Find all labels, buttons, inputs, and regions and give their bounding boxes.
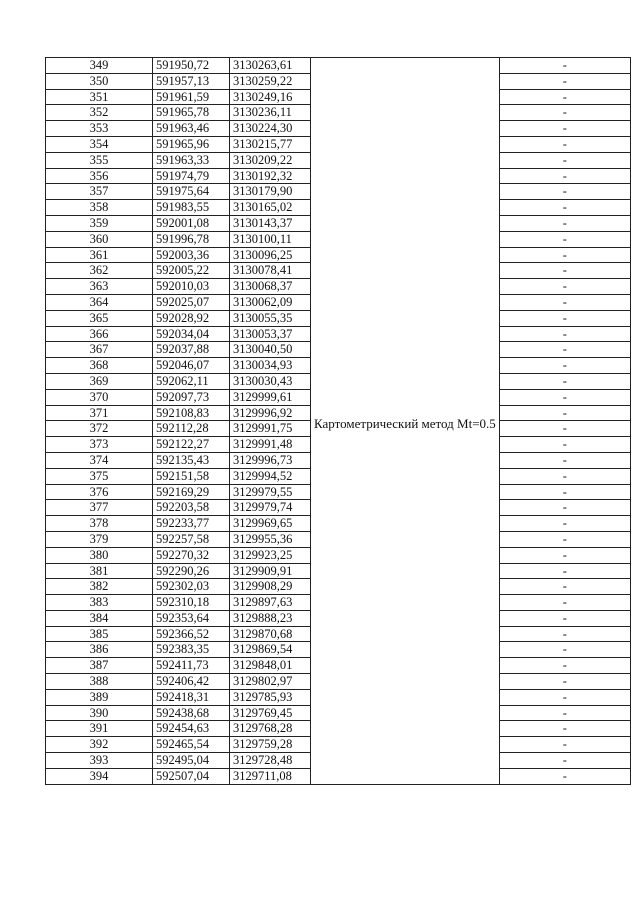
note-cell: -: [499, 595, 630, 611]
point-number-cell: 384: [46, 610, 153, 626]
point-number-cell: 352: [46, 105, 153, 121]
x-coordinate-cell: 592203,58: [153, 500, 230, 516]
x-coordinate-cell: 592310,18: [153, 595, 230, 611]
y-coordinate-cell: 3130215,77: [230, 136, 311, 152]
note-cell: -: [499, 215, 630, 231]
x-coordinate-cell: 592233,77: [153, 516, 230, 532]
y-coordinate-cell: 3129909,91: [230, 563, 311, 579]
point-number-cell: 367: [46, 342, 153, 358]
point-number-cell: 354: [46, 136, 153, 152]
x-coordinate-cell: 591983,55: [153, 200, 230, 216]
coordinates-table-body: [46, 58, 631, 785]
y-coordinate-cell: 3129711,08: [230, 768, 311, 784]
point-number-cell: 355: [46, 152, 153, 168]
y-coordinate-cell: 3130143,37: [230, 215, 311, 231]
x-coordinate-cell: 592010,03: [153, 279, 230, 295]
point-number-cell: 359: [46, 215, 153, 231]
note-cell: -: [499, 310, 630, 326]
x-coordinate-cell: 592062,11: [153, 373, 230, 389]
point-number-cell: 371: [46, 405, 153, 421]
y-coordinate-cell: 3130192,32: [230, 168, 311, 184]
y-coordinate-cell: 3130209,22: [230, 152, 311, 168]
note-cell: -: [499, 152, 630, 168]
note-cell: -: [499, 437, 630, 453]
point-number-cell: 389: [46, 689, 153, 705]
note-cell: -: [499, 136, 630, 152]
x-coordinate-cell: 591950,72: [153, 58, 230, 74]
x-coordinate-cell: 591961,59: [153, 89, 230, 105]
point-number-cell: 363: [46, 279, 153, 295]
note-cell: -: [499, 247, 630, 263]
point-number-cell: 382: [46, 579, 153, 595]
y-coordinate-cell: 3130263,61: [230, 58, 311, 74]
point-number-cell: 351: [46, 89, 153, 105]
note-cell: -: [499, 531, 630, 547]
y-coordinate-cell: 3129870,68: [230, 626, 311, 642]
note-cell: -: [499, 689, 630, 705]
x-coordinate-cell: 592418,31: [153, 689, 230, 705]
x-coordinate-cell: 591957,13: [153, 73, 230, 89]
x-coordinate-cell: 592406,42: [153, 674, 230, 690]
x-coordinate-cell: 592108,83: [153, 405, 230, 421]
point-number-cell: 361: [46, 247, 153, 263]
table-row: [46, 58, 631, 74]
y-coordinate-cell: 3129908,29: [230, 579, 311, 595]
y-coordinate-cell: 3129923,25: [230, 547, 311, 563]
note-cell: -: [499, 674, 630, 690]
point-number-cell: 373: [46, 437, 153, 453]
note-cell: -: [499, 737, 630, 753]
point-number-cell: 374: [46, 452, 153, 468]
note-cell: -: [499, 452, 630, 468]
note-cell: -: [499, 200, 630, 216]
x-coordinate-cell: 592003,36: [153, 247, 230, 263]
note-cell: -: [499, 342, 630, 358]
x-coordinate-cell: 592495,04: [153, 753, 230, 769]
x-coordinate-cell: 592028,92: [153, 310, 230, 326]
note-cell: -: [499, 658, 630, 674]
x-coordinate-cell: 592290,26: [153, 563, 230, 579]
y-coordinate-cell: 3129991,48: [230, 437, 311, 453]
x-coordinate-cell: 592112,28: [153, 421, 230, 437]
x-coordinate-cell: 592465,54: [153, 737, 230, 753]
y-coordinate-cell: 3130179,90: [230, 184, 311, 200]
x-coordinate-cell: 592005,22: [153, 263, 230, 279]
point-number-cell: 381: [46, 563, 153, 579]
y-coordinate-cell: 3129999,61: [230, 389, 311, 405]
y-coordinate-cell: 3129768,28: [230, 721, 311, 737]
note-cell: -: [499, 753, 630, 769]
x-coordinate-cell: 592257,58: [153, 531, 230, 547]
note-cell: -: [499, 500, 630, 516]
note-cell: -: [499, 58, 630, 74]
y-coordinate-cell: 3129979,55: [230, 484, 311, 500]
point-number-cell: 390: [46, 705, 153, 721]
note-cell: -: [499, 231, 630, 247]
x-coordinate-cell: 592353,64: [153, 610, 230, 626]
point-number-cell: 356: [46, 168, 153, 184]
y-coordinate-cell: 3130165,02: [230, 200, 311, 216]
point-number-cell: 385: [46, 626, 153, 642]
y-coordinate-cell: 3129759,28: [230, 737, 311, 753]
note-cell: -: [499, 121, 630, 137]
y-coordinate-cell: 3130236,11: [230, 105, 311, 121]
y-coordinate-cell: 3129897,63: [230, 595, 311, 611]
note-cell: -: [499, 73, 630, 89]
x-coordinate-cell: 592037,88: [153, 342, 230, 358]
x-coordinate-cell: 592366,52: [153, 626, 230, 642]
y-coordinate-cell: 3130224,30: [230, 121, 311, 137]
y-coordinate-cell: 3130055,35: [230, 310, 311, 326]
point-number-cell: 358: [46, 200, 153, 216]
point-number-cell: 365: [46, 310, 153, 326]
note-cell: -: [499, 326, 630, 342]
x-coordinate-cell: 592122,27: [153, 437, 230, 453]
x-coordinate-cell: 592046,07: [153, 358, 230, 374]
note-cell: -: [499, 768, 630, 784]
point-number-cell: 360: [46, 231, 153, 247]
y-coordinate-cell: 3130249,16: [230, 89, 311, 105]
point-number-cell: 353: [46, 121, 153, 137]
y-coordinate-cell: 3129991,75: [230, 421, 311, 437]
y-coordinate-cell: 3129769,45: [230, 705, 311, 721]
note-cell: -: [499, 516, 630, 532]
x-coordinate-cell: 592438,68: [153, 705, 230, 721]
point-number-cell: 379: [46, 531, 153, 547]
note-cell: -: [499, 547, 630, 563]
note-cell: -: [499, 279, 630, 295]
note-cell: -: [499, 705, 630, 721]
x-coordinate-cell: 592097,73: [153, 389, 230, 405]
y-coordinate-cell: 3130034,93: [230, 358, 311, 374]
point-number-cell: 376: [46, 484, 153, 500]
point-number-cell: 364: [46, 294, 153, 310]
note-cell: -: [499, 105, 630, 121]
y-coordinate-cell: 3129869,54: [230, 642, 311, 658]
note-cell: -: [499, 610, 630, 626]
note-cell: -: [499, 294, 630, 310]
point-number-cell: 386: [46, 642, 153, 658]
y-coordinate-cell: 3129969,65: [230, 516, 311, 532]
point-number-cell: 372: [46, 421, 153, 437]
point-number-cell: 375: [46, 468, 153, 484]
note-cell: -: [499, 389, 630, 405]
x-coordinate-cell: 591975,64: [153, 184, 230, 200]
point-number-cell: 357: [46, 184, 153, 200]
note-cell: -: [499, 405, 630, 421]
note-cell: -: [499, 421, 630, 437]
note-cell: -: [499, 184, 630, 200]
y-coordinate-cell: 3130062,09: [230, 294, 311, 310]
point-number-cell: 388: [46, 674, 153, 690]
x-coordinate-cell: 592302,03: [153, 579, 230, 595]
y-coordinate-cell: 3130068,37: [230, 279, 311, 295]
point-number-cell: 362: [46, 263, 153, 279]
note-cell: -: [499, 468, 630, 484]
note-cell: -: [499, 721, 630, 737]
y-coordinate-cell: 3129785,93: [230, 689, 311, 705]
y-coordinate-cell: 3130030,43: [230, 373, 311, 389]
x-coordinate-cell: 592151,58: [153, 468, 230, 484]
x-coordinate-cell: 591965,78: [153, 105, 230, 121]
y-coordinate-cell: 3130259,22: [230, 73, 311, 89]
x-coordinate-cell: 592034,04: [153, 326, 230, 342]
x-coordinate-cell: 592383,35: [153, 642, 230, 658]
y-coordinate-cell: 3130078,41: [230, 263, 311, 279]
x-coordinate-cell: 591963,46: [153, 121, 230, 137]
x-coordinate-cell: 592025,07: [153, 294, 230, 310]
y-coordinate-cell: 3129996,73: [230, 452, 311, 468]
y-coordinate-cell: 3129955,36: [230, 531, 311, 547]
coordinates-table: [45, 57, 631, 785]
point-number-cell: 370: [46, 389, 153, 405]
point-number-cell: 349: [46, 58, 153, 74]
point-number-cell: 394: [46, 768, 153, 784]
x-coordinate-cell: 591996,78: [153, 231, 230, 247]
note-cell: -: [499, 626, 630, 642]
x-coordinate-cell: 592169,29: [153, 484, 230, 500]
note-cell: -: [499, 373, 630, 389]
y-coordinate-cell: 3129802,97: [230, 674, 311, 690]
note-cell: -: [499, 563, 630, 579]
x-coordinate-cell: 592135,43: [153, 452, 230, 468]
note-cell: -: [499, 89, 630, 105]
point-number-cell: 366: [46, 326, 153, 342]
point-number-cell: 380: [46, 547, 153, 563]
y-coordinate-cell: 3129728,48: [230, 753, 311, 769]
point-number-cell: 392: [46, 737, 153, 753]
x-coordinate-cell: 591974,79: [153, 168, 230, 184]
note-cell: -: [499, 358, 630, 374]
y-coordinate-cell: 3130096,25: [230, 247, 311, 263]
point-number-cell: 369: [46, 373, 153, 389]
y-coordinate-cell: 3129979,74: [230, 500, 311, 516]
point-number-cell: 378: [46, 516, 153, 532]
point-number-cell: 387: [46, 658, 153, 674]
point-number-cell: 383: [46, 595, 153, 611]
point-number-cell: 350: [46, 73, 153, 89]
point-number-cell: 391: [46, 721, 153, 737]
note-cell: -: [499, 484, 630, 500]
note-cell: -: [499, 263, 630, 279]
point-number-cell: 377: [46, 500, 153, 516]
point-number-cell: 368: [46, 358, 153, 374]
x-coordinate-cell: 592270,32: [153, 547, 230, 563]
x-coordinate-cell: 592001,08: [153, 215, 230, 231]
y-coordinate-cell: 3130053,37: [230, 326, 311, 342]
y-coordinate-cell: 3129996,92: [230, 405, 311, 421]
x-coordinate-cell: 592411,73: [153, 658, 230, 674]
x-coordinate-cell: 592507,04: [153, 768, 230, 784]
note-cell: -: [499, 642, 630, 658]
x-coordinate-cell: 591965,96: [153, 136, 230, 152]
y-coordinate-cell: 3130100,11: [230, 231, 311, 247]
method-cell: Картометрический метод Mt=0.5: [311, 58, 500, 785]
y-coordinate-cell: 3129848,01: [230, 658, 311, 674]
x-coordinate-cell: 591963,33: [153, 152, 230, 168]
y-coordinate-cell: 3130040,50: [230, 342, 311, 358]
y-coordinate-cell: 3129994,52: [230, 468, 311, 484]
x-coordinate-cell: 592454,63: [153, 721, 230, 737]
note-cell: -: [499, 168, 630, 184]
y-coordinate-cell: 3129888,23: [230, 610, 311, 626]
note-cell: -: [499, 579, 630, 595]
point-number-cell: 393: [46, 753, 153, 769]
